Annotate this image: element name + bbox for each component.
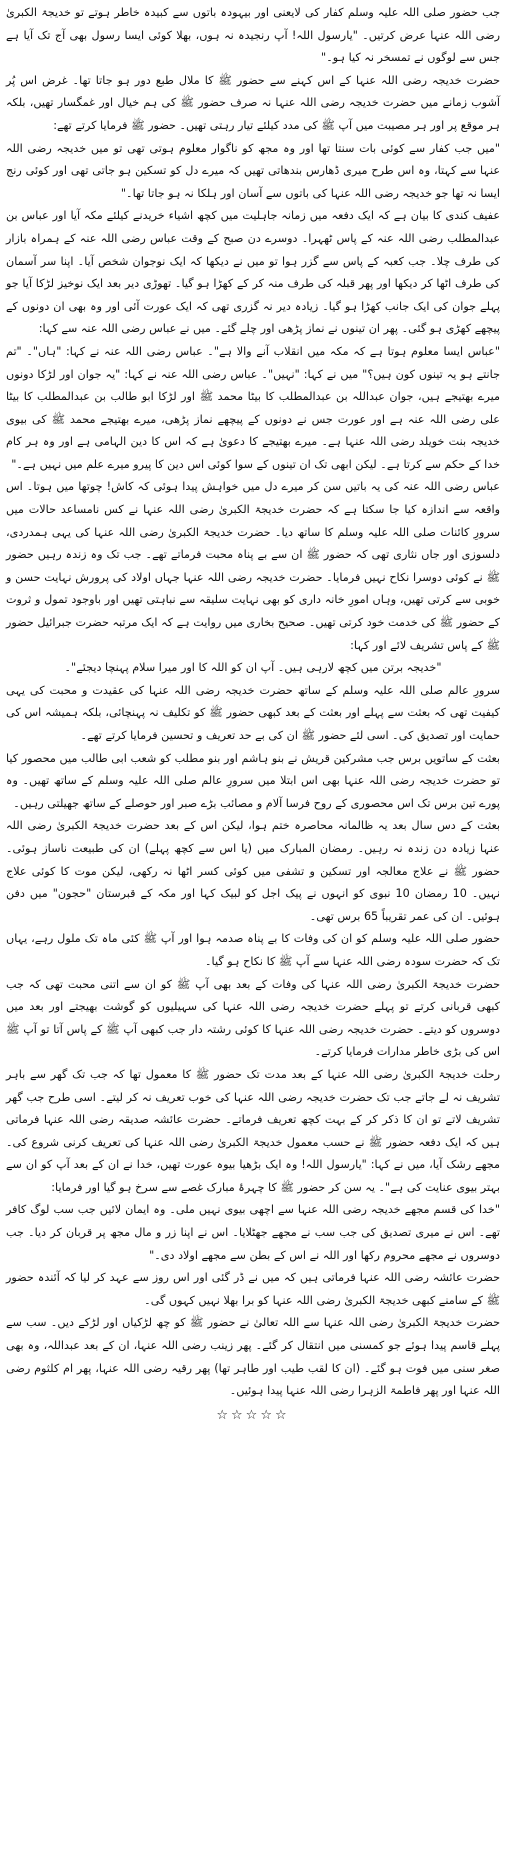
quote-paragraph: "خدیجہ برتن میں کچھ لارہی ہیں۔ آپ ان کو اللہ کا اور میرا سلام پہنچا دیجئے"۔ [64, 661, 442, 675]
paragraph: بعثت کے ساتویں برس جب مشرکین قریش نے بنو ہاشم اور بنو مطلب کو شعب ابی طالب میں محصور کیا تو حضرت خدیجہ رضی اللہ عنہا بھی اس ابتلا میں سرورِ عالم صلی اللہ علیہ وسلم کے ساتھ تھیں۔ وہ پورے تین برس تک اس محصوری کے روح فرسا آلام و مصائب بڑے صبر اور حوصلے کے ساتھ جھیلتی رہیں۔ [6, 751, 500, 810]
paragraph: عفیف کندی کا بیان ہے کہ ایک دفعہ میں زمانہ جاہلیت میں کچھ اشیاء خریدنے کیلئے مکہ آیا اور عباس بن عبدالمطلب رضی اللہ عنہ کے پاس ٹھہرا۔ دوسرے دن صبح کے وقت عباس رضی اللہ عنہ کے ہمراہ بازار کی طرف چلا۔ جب کعبہ کے پاس سے گزر ہوا تو میں نے دیکھا کہ ایک نوجوان شخص آیا۔ اپنا سر آسمان کی طرف اٹھا کر دیکھا اور پھر قبلہ کی طرف منہ کر کے کھڑا ہو گیا۔ تھوڑی دیر بعد ایک نوخیز لڑکا آیا جو پہلے جوان کی ایک جانب کھڑا ہو گیا۔ زیادہ دیر نہ گزری تھی کہ ایک عورت آئی اور وہ بھی ان دونوں کے پیچھے کھڑی ہو گئی۔ پھر ان تینوں نے نماز پڑھی اور چلے گئے۔ میں نے عباس رضی اللہ عنہ سے کہا: [6, 209, 500, 336]
paragraph: حضرت خدیجۃ الکبریٰ رضی اللہ عنہا کی وفات کے بعد بھی آپ ﷺ کو ان سے اتنی محبت تھی کہ جب کبھی قربانی کرتے تو پہلے حضرت خدیجہ رضی اللہ عنہا کی سہیلیوں کو گوشت بھیجتے اور بعد میں دوسروں کو دیتے۔ حضرت خدیجہ رضی اللہ عنہا کا کوئی رشتہ دار جب کبھی آپ ﷺ کے پاس آتا تو آپ ﷺ اس کی بڑی خاطر مدارات فرمایا کرتے۔ [6, 977, 500, 1059]
paragraph: بعثت کے دس سال بعد یہ ظالمانہ محاصرہ ختم ہوا، لیکن اس کے بعد حضرت خدیجۃ الکبریٰ رضی اللہ عنہا زیادہ دن زندہ نہ رہیں۔ رمضان المبارک میں (یا اس سے کچھ پہلے) ان کی طبیعت ناساز ہوئی۔ حضور ﷺ نے علاج معالجہ اور تسکین و تشفی میں کوئی کسر اٹھا نہ رکھی، لیکن موت کا کوئی علاج نہیں۔ 10 رمضان 10 نبوی کو انہوں نے پیک اجل کو لبیک کہا اور مکہ کے قبرستان "حجون" میں دفن ہوئیں۔ ان کی عمر تقریباً 65 برس تھی۔ [6, 819, 500, 923]
paragraph: جب حضور صلی اللہ علیہ وسلم کفار کی لایعنی اور بیہودہ باتوں سے کبیدہ خاطر ہوتے تو خدیجۃ الکبریٰ رضی اللہ عنہا عرض کرتیں۔ "یارسول اللہ! آپ رنجیدہ نہ ہوں، بھلا کوئی ایسا رسول بھی آج تک آیا ہے جس سے لوگوں نے تمسخر نہ کیا ہو۔" [6, 6, 500, 65]
quote-paragraph: "میں جب کفار سے کوئی بات سنتا تھا اور وہ مجھ کو ناگوار معلوم ہوتی تھی تو میں خدیجہ رضی اللہ عنہا سے کہتا، وہ اس طرح میری ڈھارس بندھاتی تھیں کہ میرے دل کو تسکین ہو جاتی تھی اور کوئی رنج ایسا نہ تھا جو خدیجہ رضی اللہ عنہا کی باتوں سے آسان اور ہلکا نہ ہو جاتا تھا۔" [6, 141, 500, 200]
paragraph: حضرت خدیجۃ الکبریٰ رضی اللہ عنہا سے اللہ تعالیٰ نے حضور ﷺ کو چھ لڑکیاں اور لڑکے دیں۔ سب سے پہلے قاسم پیدا ہوئے جو کمسنی میں انتقال کر گئے۔ پھر زینب رضی اللہ عنہا، ان کے بعد عبداللہ، وہ بھی صغر سنی میں فوت ہو گئے۔ (ان کا لقب طیب اور طاہر تھا) پھر رقیہ رضی اللہ عنہا، پھر ام کلثوم رضی اللہ عنہا اور پھر فاطمۃ الزہرا رضی اللہ عنہا پیدا ہوئیں۔ [6, 1316, 500, 1398]
paragraph: عباس رضی اللہ عنہ کی یہ باتیں سن کر میرے دل میں خواہش پیدا ہوئی کہ کاش! چوتھا میں ہوتا۔ اس واقعہ سے اندازہ کیا جا سکتا ہے کہ حضرت خدیجۃ الکبریٰ رضی اللہ عنہا نے کس نامساعد حالات میں سرورِ کائنات صلی اللہ علیہ وسلم کا ساتھ دیا۔ حضرت خدیجۃ الکبریٰ رضی اللہ عنہا کی یہی ہمدردی، دلسوزی اور جاں نثاری تھی کہ حضور ﷺ ان سے بے پناہ محبت فرماتے تھے۔ جب تک وہ زندہ رہیں حضور ﷺ نے کوئی دوسرا نکاح نہیں فرمایا۔ حضرت خدیجہ رضی اللہ عنہا جہاں اولاد کی پرورش نہایت حسن و خوبی سے کرتی تھیں، وہاں امورِ خانہ داری کو بھی نہایت سلیقہ سے نباہتی تھیں اور باوجود تمول و ثروت کے حضور ﷺ کی خدمت خود کرتی تھیں۔ صحیح بخاری میں روایت ہے کہ ایک مرتبہ حضرت جبرائیل حضور ﷺ کے پاس تشریف لائے اور کہا: [6, 480, 500, 652]
paragraph: سرورِ عالم صلی اللہ علیہ وسلم کے ساتھ حضرت خدیجہ رضی اللہ عنہا کی عقیدت و محبت کی یہی کیفیت تھی کہ بعثت سے پہلے اور بعثت کے بعد کبھی حضور ﷺ کو تکلیف نہ پہنچائی، بلکہ ہمیشہ اس کی حمایت اور تصدیق کی۔ اسی لئے حضور ﷺ ان کی بے حد تعریف و تحسین فرمایا کرتے تھے۔ [6, 683, 500, 742]
section-divider-stars: ☆☆☆☆☆ [216, 1407, 290, 1423]
paragraph: رحلت خدیجۃ الکبریٰ رضی اللہ عنہا کے بعد مدت تک حضور ﷺ کا معمول تھا کہ جب تک گھر سے باہر تشریف نہ لے جاتے جب تک حضرت خدیجہ رضی اللہ عنہا کی خوب تعریف نہ کر لیتے۔ اسی طرح جب گھر تشریف لاتے تو ان کا ذکر کر کے بہت کچھ تعریف فرماتے۔ حضرت عائشہ صدیقہ رضی اللہ عنہا فرماتی ہیں کہ ایک دفعہ حضور ﷺ نے حسب معمول خدیجۃ الکبریٰ رضی اللہ عنہا کی تعریف کرنی شروع کی۔ مجھے رشک آیا، میں نے کہا: "یارسول اللہ! وہ ایک بڑھیا بیوہ عورت تھیں، خدا نے ان کے بعد آپ کو ان سے بہتر بیوی عنایت کی ہے"۔ یہ سن کر حضور ﷺ کا چہرۂ مبارک غصے سے سرخ ہو گیا اور فرمایا: [6, 1067, 500, 1194]
quote-paragraph: "عباس ایسا معلوم ہوتا ہے کہ مکہ میں انقلاب آنے والا ہے"۔ عباس رضی اللہ عنہ نے کہا: "ہاں"۔ "تم جانتے ہو یہ تینوں کون ہیں؟" میں نے کہا: "نہیں"۔ عباس رضی اللہ عنہ نے کہا: "یہ جوان اور لڑکا دونوں میرے بھتیجے ہیں، جوان عبداللہ بن عبدالمطلب کا بیٹا محمد ﷺ اور لڑکا ابو طالب بن عبدالمطلب کا بیٹا علی رضی اللہ عنہ ہے اور عورت جس نے دونوں کے پیچھے نماز پڑھی، میرے بھتیجے محمد ﷺ کی بیوی خدیجہ بنت خویلد رضی اللہ عنہا ہے۔ میرے بھتیجے کا دعویٰ ہے کہ اس کا دین الہامی ہے اور وہ ہر کام خدا کے حکم سے کرتا ہے۔ لیکن ابھی تک ان تینوں کے سوا کوئی اس دین کا پیرو میرے علم میں نہیں ہے۔" [6, 344, 500, 471]
paragraph: حضرت خدیجہ رضی اللہ عنہا کے اس کہنے سے حضور ﷺ کا ملال طبع دور ہو جاتا تھا۔ غرض اس پُر آشوب زمانے میں حضرت خدیجہ رضی اللہ عنہا نہ صرف حضور ﷺ کی ہم خیال اور غمگسار تھیں، بلکہ ہر موقع پر اور ہر مصیبت میں آپ ﷺ کی مدد کیلئے تیار رہتی تھیں۔ حضور ﷺ فرمایا کرتے تھے: [6, 73, 500, 132]
paragraph: حضرت عائشہ رضی اللہ عنہا فرماتی ہیں کہ میں نے ڈر گئی اور اس روز سے عہد کر لیا کہ آئندہ حضور ﷺ کے سامنے کبھی خدیجۃ الکبریٰ رضی اللہ عنہا کو برا بھلا نہیں کہوں گی۔ [6, 1271, 500, 1307]
quote-paragraph: "خدا کی قسم مجھے خدیجہ رضی اللہ عنہا سے اچھی بیوی نہیں ملی۔ وہ ایمان لائیں جب سب لوگ کافر تھے۔ اس نے میری تصدیق کی جب سب نے مجھے جھٹلایا۔ اس نے اپنا زر و مال مجھ پر قربان کر دیا۔ جب دوسروں نے مجھے محروم رکھا اور اللہ نے اس کے بطن سے مجھے اولاد دی۔" [6, 1203, 500, 1262]
paragraph: حضور صلی اللہ علیہ وسلم کو ان کی وفات کا بے پناہ صدمہ ہوا اور آپ ﷺ کئی ماہ تک ملول رہے، یہاں تک کہ حضرت سودہ رضی اللہ عنہا سے آپ ﷺ کا نکاح ہو گیا۔ [6, 932, 500, 968]
